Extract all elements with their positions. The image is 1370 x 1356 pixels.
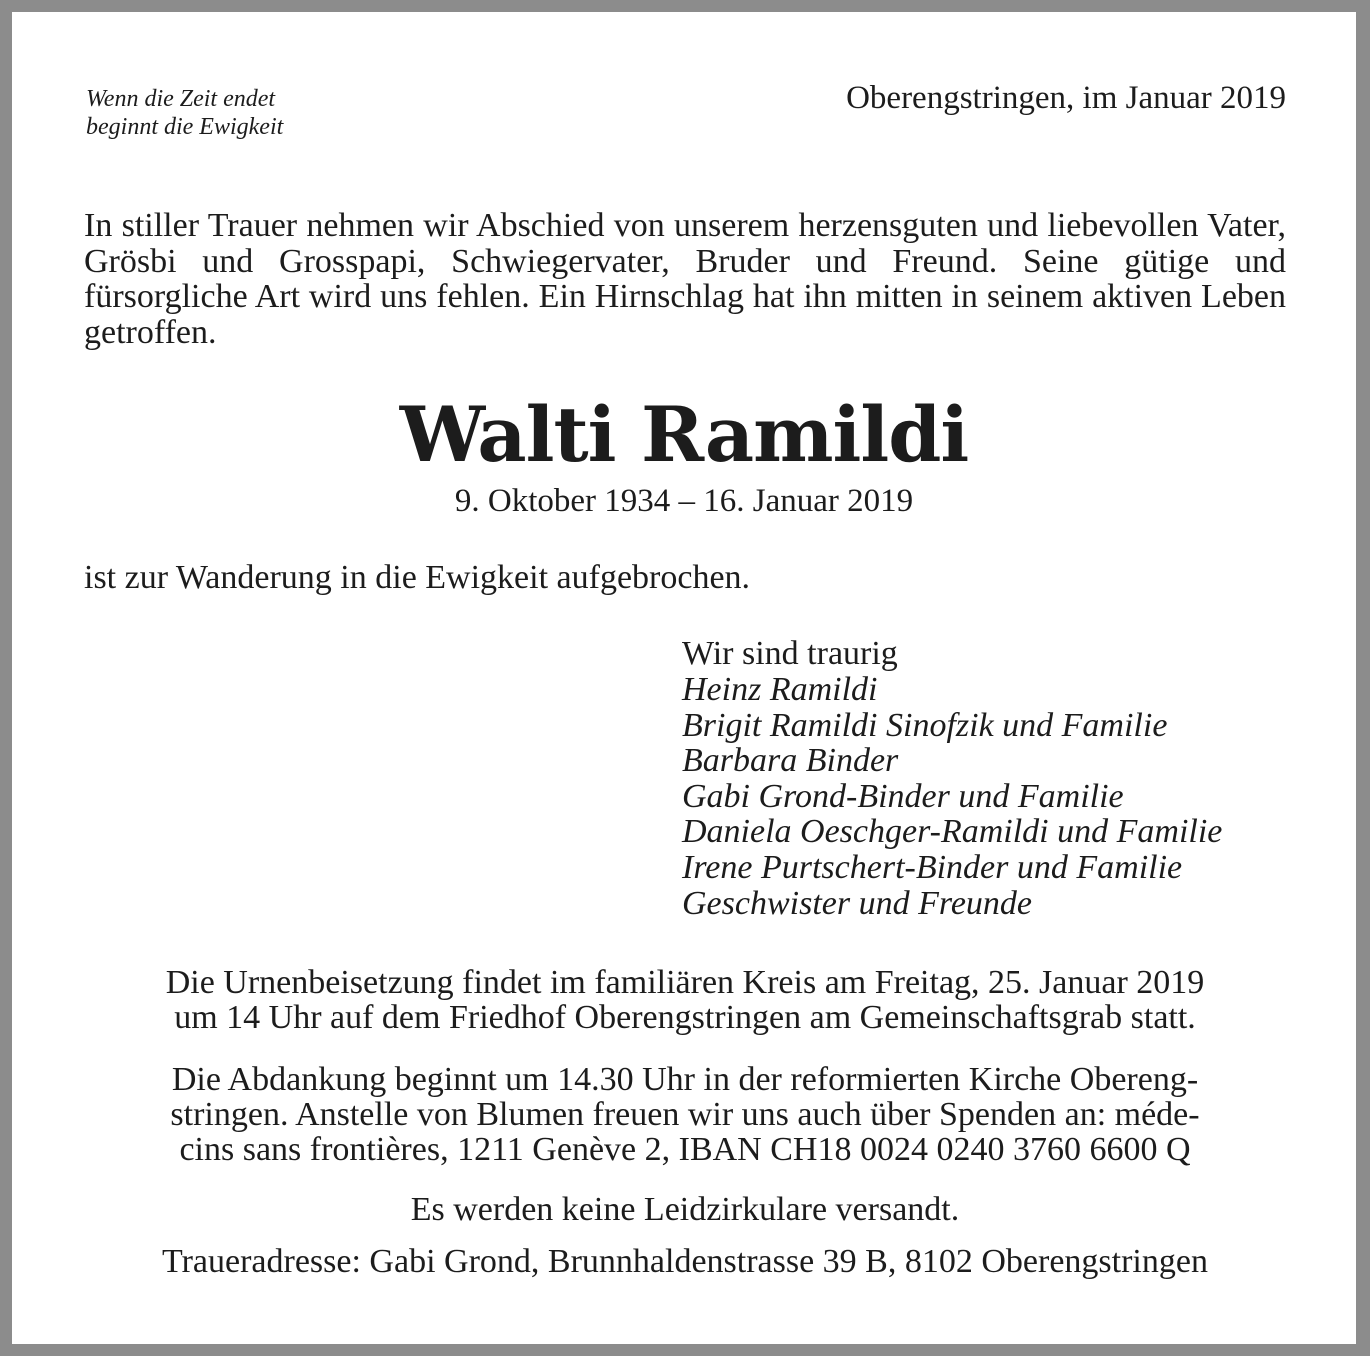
burial-line-2: um 14 Uhr auf dem Friedhof Oberengstringen am Gemeinschaftsgrab statt. xyxy=(174,999,1196,1036)
signer-name: Barbara Binder xyxy=(682,742,899,780)
burial-paragraph xyxy=(84,965,1286,1035)
signer-name: Heinz Ramildi xyxy=(682,671,878,708)
motto-line-2: beginnt die Ewigkeit xyxy=(86,114,284,140)
signer-name: Daniela Oeschger-Ramildi und Familie xyxy=(682,813,1223,851)
service-line-3: cins sans frontières, 1211 Genève 2, IBAN CH18 0024 0240 3760 6600 Q xyxy=(179,1131,1191,1168)
service-line-2: stringen. Anstelle von Blumen freuen wir uns auch über Spenden an: méde- xyxy=(170,1096,1200,1133)
signer-name: Brigit Ramildi Sinofzik und Familie xyxy=(682,706,1168,744)
wander-text: ist zur Wanderung in die Ewigkeit aufgebrochen. xyxy=(84,559,751,596)
intro-paragraph: In stiller Trauer nehmen wir Abschied von unserem herzensguten und liebevollen Vater, Grösbi und Grosspapi, Schwiegervater, Bruder und Freund. Seine gütige und fürsorgliche Art wird uns fehlen. Ein Hirnschlag hat ihn mitten in seinem aktiven Leben getroffen. xyxy=(84,207,1286,351)
service-line-1: Die Abdankung beginnt um 14.30 Uhr in der reformierten Kirche Obereng- xyxy=(171,1061,1199,1098)
signer-name: Geschwister und Freunde xyxy=(682,884,1033,922)
motto xyxy=(86,85,283,141)
signers-lead: Wir sind traurig xyxy=(682,635,898,672)
motto-line-1: Wenn die Zeit endet xyxy=(86,86,276,112)
obituary-notice xyxy=(12,12,1356,1344)
signer-name: Irene Purtschert-Binder und Familie xyxy=(682,848,1183,886)
service-paragraph xyxy=(84,1062,1286,1167)
place-date: Oberengstringen, im Januar 2019 xyxy=(846,80,1286,116)
life-dates: 9. Oktober 1934 – 16. Januar 2019 xyxy=(454,483,914,519)
signers-block xyxy=(682,634,1222,921)
burial-line-1: Die Urnenbeisetzung findet im familiären Kreis am Freitag, 25. Januar 2019 xyxy=(165,964,1205,1001)
mourning-address: Traueradresse: Gabi Grond, Brunnhaldenstrasse 39 B, 8102 Oberengstringen xyxy=(162,1243,1208,1280)
no-circulars-note: Es werden keine Leidzirkulare versandt. xyxy=(410,1191,960,1228)
deceased-name: Walti Ramildi xyxy=(399,390,969,479)
signer-name: Gabi Grond-Binder und Familie xyxy=(682,777,1124,815)
